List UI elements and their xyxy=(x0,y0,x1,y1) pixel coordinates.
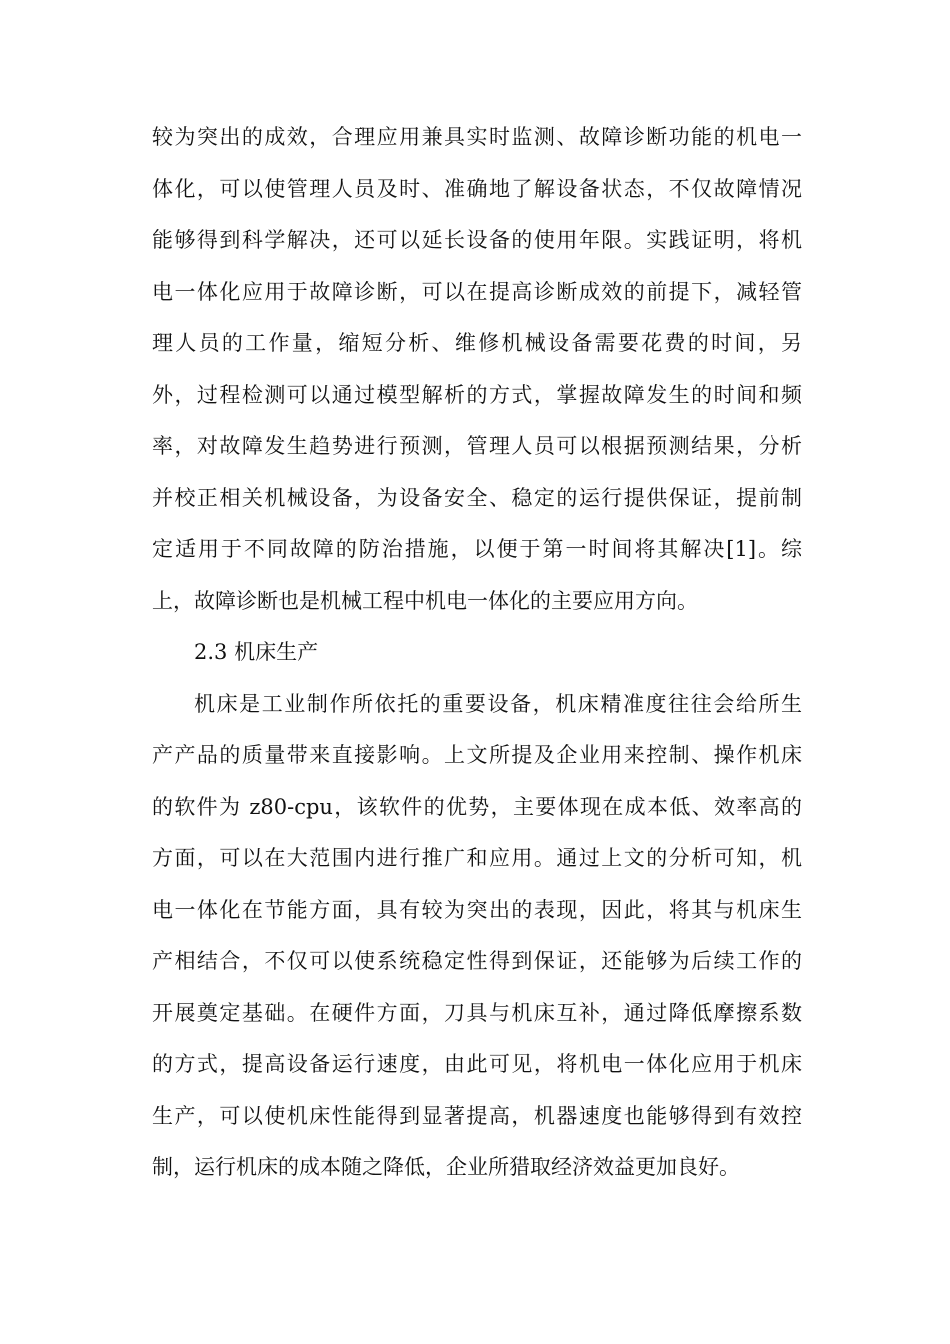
text-line: 电一体化在节能方面，具有较为突出的表现，因此，将其与机床生 xyxy=(152,897,802,922)
text-line: 并校正相关机械设备，为设备安全、稳定的运行提供保证，提前制 xyxy=(152,485,802,510)
text-line: 电一体化应用于故障诊断，可以在提高诊断成效的前提下，减轻管 xyxy=(152,279,802,304)
text-line: 上，故障诊断也是机械工程中机电一体化的主要应用方向。 xyxy=(152,588,698,613)
text-line: 率，对故障发生趋势进行预测，管理人员可以根据预测结果，分析 xyxy=(152,434,802,458)
text-line: 产产品的质量带来直接影响。上文所提及企业用来控制、操作机床 xyxy=(152,743,802,767)
paragraph-machine-tool xyxy=(152,679,802,1194)
text-line: 制，运行机床的成本随之降低，企业所猎取经济效益更加良好。 xyxy=(152,1155,740,1179)
text-line: 体化，可以使管理人员及时、准确地了解设备状态，不仅故障情况 xyxy=(152,176,802,201)
text-line: 理人员的工作量，缩短分析、维修机械设备需要花费的时间，另 xyxy=(152,331,802,355)
text-line: 较为突出的成效，合理应用兼具实时监测、故障诊断功能的机电一 xyxy=(152,125,802,149)
text-line: 外，过程检测可以通过模型解析的方式，掌握故障发生的时间和频 xyxy=(152,382,802,407)
text-line: 的方式，提高设备运行速度，由此可见，将机电一体化应用于机床 xyxy=(152,1052,802,1076)
body-text xyxy=(152,112,802,1194)
text-line: 定适用于不同故障的防治措施，以便于第一时间将其解决[1]。综 xyxy=(152,537,802,561)
text-line: 开展奠定基础。在硬件方面，刀具与机床互补，通过降低摩擦系数 xyxy=(152,1000,802,1025)
text-line: 机床是工业制作所依托的重要设备，机床精准度往往会给所生 xyxy=(194,691,802,716)
text-line: 方面，可以在大范围内进行推广和应用。通过上文的分析可知，机 xyxy=(152,846,802,870)
text-line: 能够得到科学解决，还可以延长设备的使用年限。实践证明，将机 xyxy=(152,228,802,252)
text-line: 的软件为 z80-cpu，该软件的优势，主要体现在成本低、效率高的 xyxy=(152,794,802,819)
paragraph-fault-diagnosis xyxy=(152,112,802,627)
section-heading: 2.3 机床生产 xyxy=(194,640,319,664)
text-line: 生产，可以使机床性能得到显著提高，机器速度也能够得到有效控 xyxy=(152,1103,802,1128)
text-line: 产相结合，不仅可以使系统稳定性得到保证，还能够为后续工作的 xyxy=(152,949,802,973)
